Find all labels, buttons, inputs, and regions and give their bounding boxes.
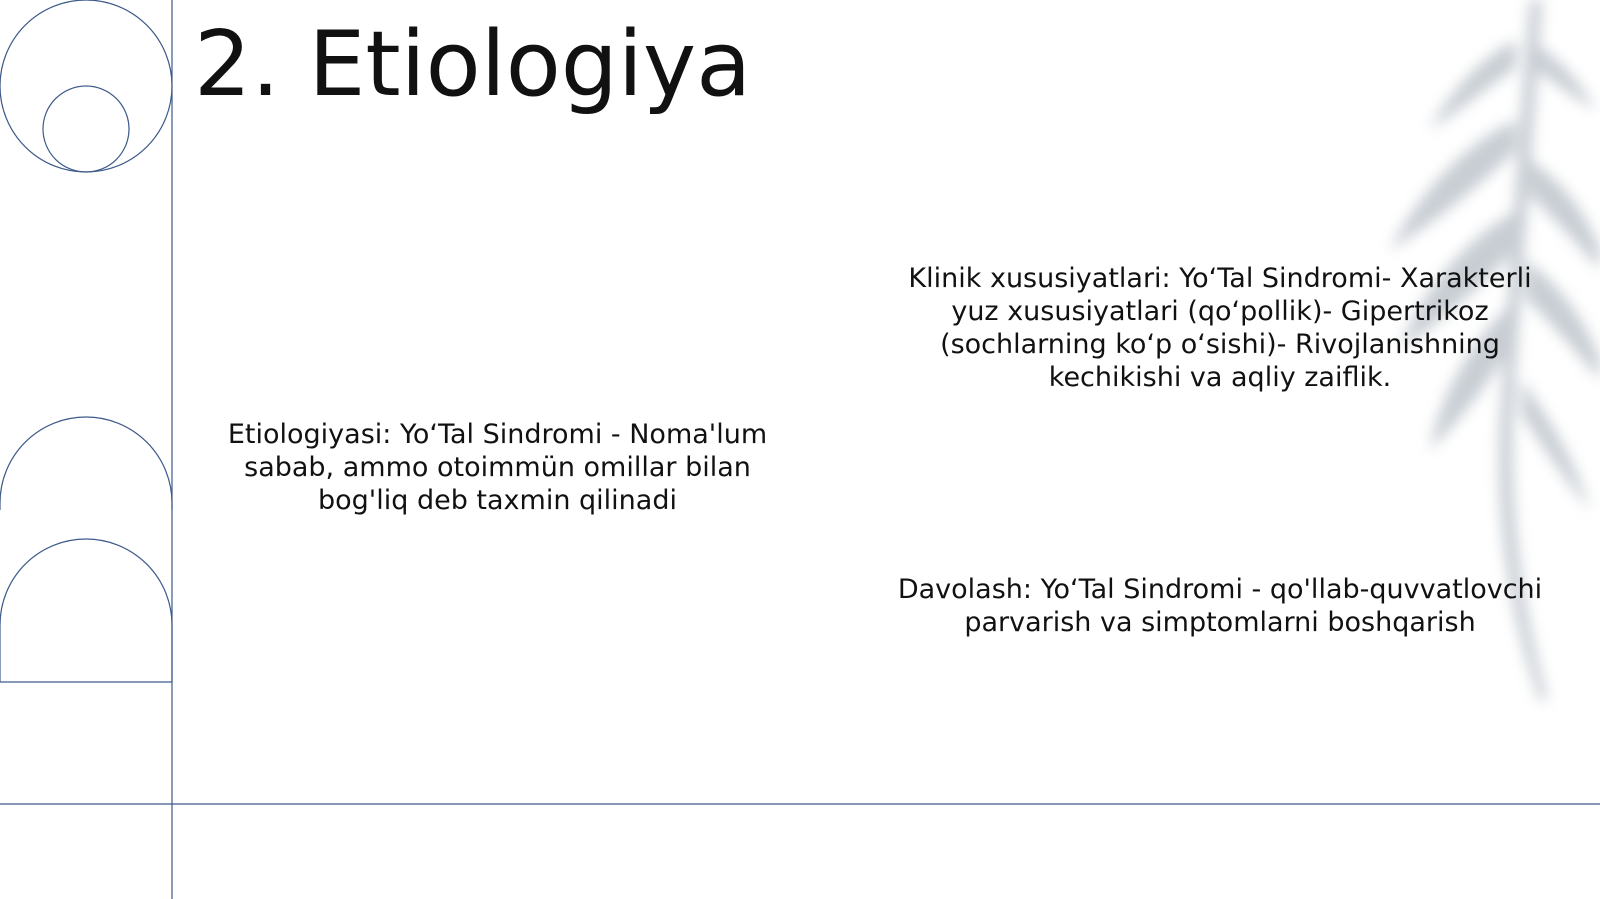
etiology-text: Etiologiyasi: Yo‘Tal Sindromi - Noma'lum sabab, ammo otoimmün omillar bilan bog'liq deb taxmin qilinadi bbox=[227, 419, 768, 516]
treatment-text: Davolash: Yo‘Tal Sindromi - qo'llab-quvvatlovchi parvarish va simptomlarni boshqarish bbox=[897, 574, 1543, 638]
small-circle-outline bbox=[43, 86, 129, 172]
upper-arch-outline bbox=[0, 417, 172, 510]
lower-arch-outline bbox=[0, 539, 172, 682]
clinical-features-text: Klinik xususiyatlari: Yo‘Tal Sindromi- Xarakterli yuz xususiyatlari (qo‘pollik)- Gipertrikoz (sochlarning ko‘p o‘sishi)- Rivojlanishning kechikishi va aqliy zaiflik. bbox=[908, 263, 1532, 393]
slide-title: 2. Etiologiya bbox=[194, 12, 752, 117]
